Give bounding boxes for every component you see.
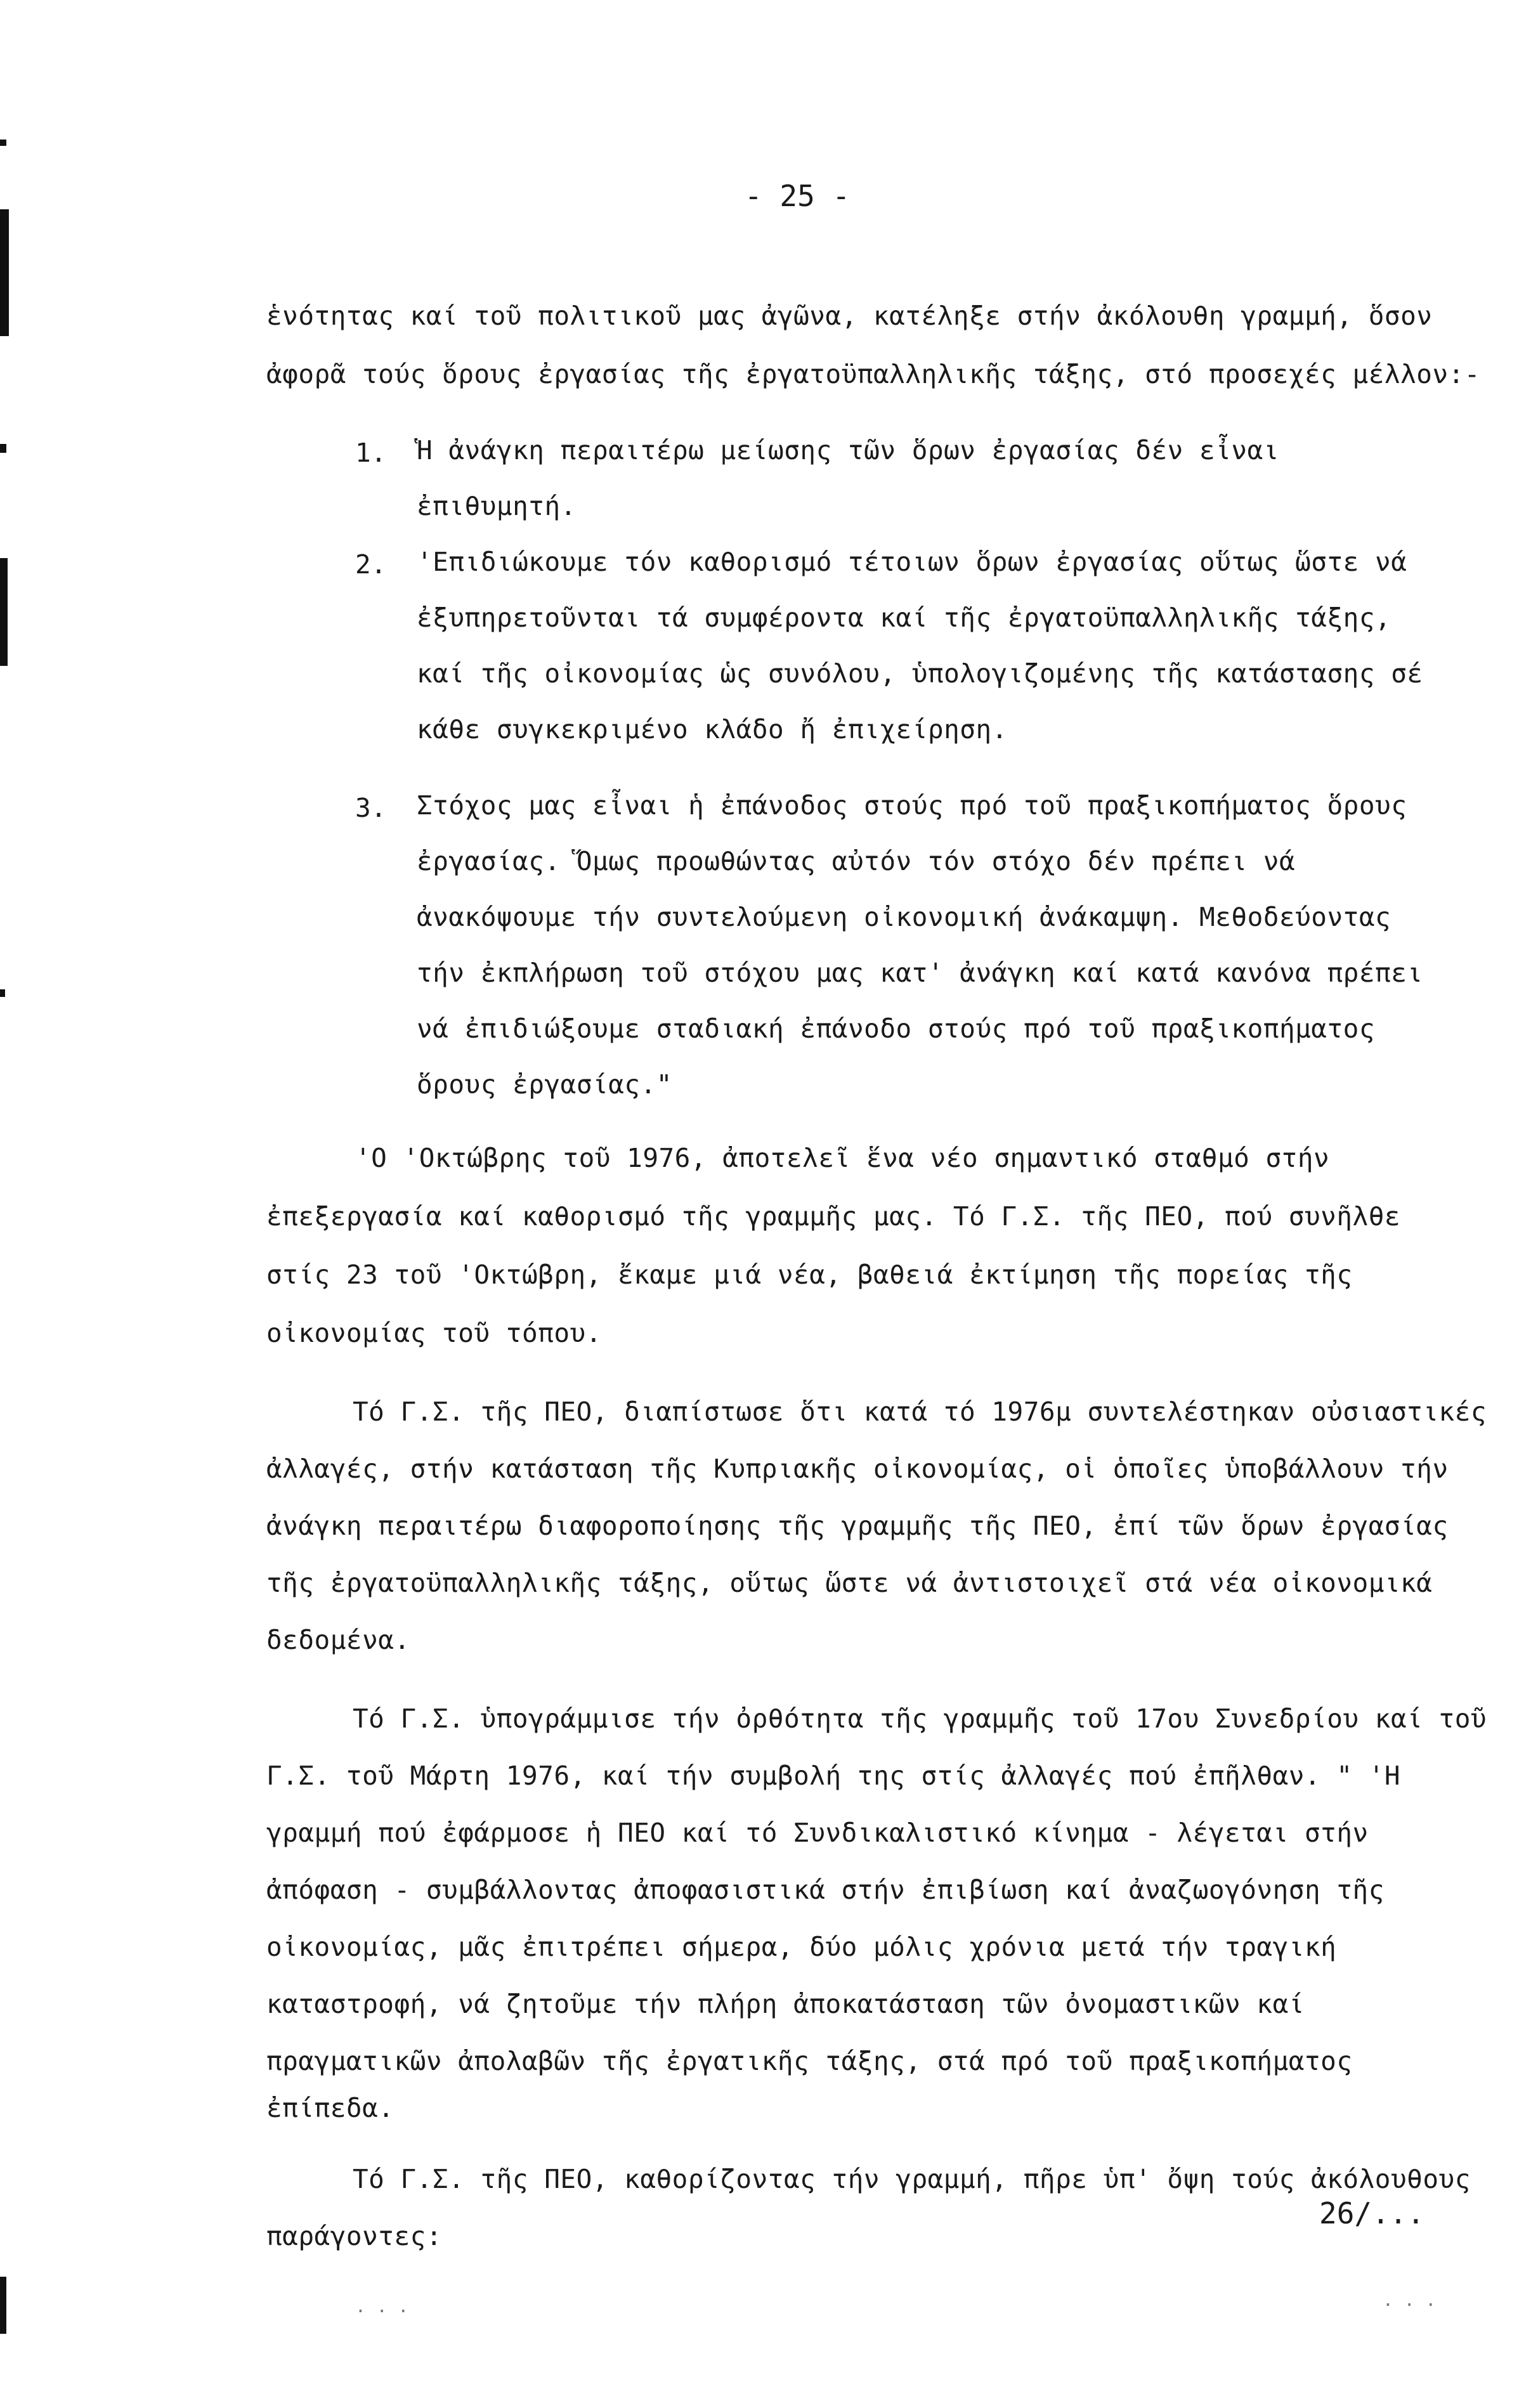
scan-noise: . . . [1383,2289,1437,2310]
scan-edge-mark [0,140,6,146]
body-line: δεδομένα. [266,1625,410,1655]
body-line: ἀνάγκη περαιτέρω διαφοροποίησης τῆς γραμμῆς τῆς ΠΕΟ, ἐπί τῶν ὅρων ἐργασίας [266,1511,1449,1541]
list-item-line: κάθε συγκεκριμένο κλάδο ἤ ἐπιχείρηση. [417,714,1008,745]
list-item-line: Ἡ ἀνάγκη περαιτέρω μείωσης τῶν ὅρων ἐργασίας δέν εἶναι [417,435,1279,465]
body-line: τῆς ἐργατοϋπαλληλικῆς τάξης, οὕτως ὥστε νά ἀντιστοιχεῖ στά νέα οἰκονομικά [266,1568,1433,1598]
scan-noise: . . . [355,2296,409,2317]
scan-edge-mark [0,2277,6,2334]
body-line: παράγοντες: [266,2221,443,2251]
body-line: οἰκονομίας, μᾶς ἐπιτρέπει σήμερα, δύο μόλις χρόνια μετά τήν τραγική [266,1932,1337,1962]
body-line: καταστροφή, νά ζητοῦμε τήν πλήρη ἀποκατάσταση τῶν ὀνομαστικῶν καί [266,1989,1305,2019]
list-item-line: τήν ἐκπλήρωση τοῦ στόχου μας κατ' ἀνάγκη καί κατά κανόνα πρέπει [417,958,1423,988]
list-number: 1. [355,438,387,468]
body-line: Γ.Σ. τοῦ Μάρτη 1976, καί τήν συμβολή της στίς ἀλλαγές πού ἐπῆλθαν. " 'Η [266,1760,1401,1791]
list-item-line: 'Επιδιώκουμε τόν καθορισμό τέτοιων ὅρων ἐργασίας οὕτως ὥστε νά [417,547,1407,577]
list-item-line: ὅρους ἐργασίας." [417,1069,672,1100]
body-line: ἀλλαγές, στήν κατάσταση τῆς Κυπριακῆς οἰκονομίας, οἱ ὁποῖες ὑποβάλλουν τήν [266,1454,1449,1484]
body-line: ἐπίπεδα. [266,2093,394,2123]
body-line: ἀπόφαση - συμβάλλοντας ἀποφασιστικά στήν ἐπιβίωση καί ἀναζωογόνηση τῆς [266,1875,1385,1905]
scan-edge-mark [0,558,8,666]
body-line: ἐπεξεργασία καί καθορισμό τῆς γραμμῆς μας. Τό Γ.Σ. τῆς ΠΕΟ, πού συνῆλθε [266,1201,1401,1232]
body-line: Τό Γ.Σ. ὑπογράμμισε τήν ὀρθότητα τῆς γραμμῆς τοῦ 17ου Συνεδρίου καί τοῦ [353,1703,1487,1734]
list-item-line: Στόχος μας εἶναι ἡ ἐπάνοδος στούς πρό τοῦ πραξικοπήματος ὅρους [417,790,1407,821]
list-number: 3. [355,793,387,823]
body-line: Τό Γ.Σ. τῆς ΠΕΟ, καθορίζοντας τήν γραμμή, πῆρε ὑπ' ὄψη τούς ἀκόλουθους [353,2164,1471,2194]
body-line: ἑνότητας καί τοῦ πολιτικοῦ μας ἀγῶνα, κατέληξε στήν ἀκόλουθη γραμμή, ὅσον [266,301,1433,331]
body-line: ἀφορᾶ τούς ὅρους ἐργασίας τῆς ἐργατοϋπαλληλικῆς τάξης, στό προσεχές μέλλον:- [266,359,1480,389]
scan-edge-mark [0,444,6,453]
list-number: 2. [355,549,387,580]
list-item-line: ἀνακόψουμε τήν συντελούμενη οἰκονομική ἀνάκαμψη. Μεθοδεύοντας [417,902,1391,932]
scan-edge-mark [0,989,5,997]
scan-edge-mark [0,209,9,336]
body-line: 'Ο 'Οκτώβρης τοῦ 1976, ἀποτελεῖ ἕνα νέο σημαντικό σταθμό στήν [355,1143,1330,1173]
page-continuation: 26/... [1319,2196,1425,2230]
list-item-line: ἐπιθυμητή. [417,491,577,521]
list-item-line: νά ἐπιδιώξουμε σταδιακή ἐπάνοδο στούς πρό τοῦ πραξικοπήματος [417,1013,1376,1044]
body-line: οἰκονομίας τοῦ τόπου. [266,1318,602,1348]
body-line: Τό Γ.Σ. τῆς ΠΕΟ, διαπίστωσε ὅτι κατά τό 1976μ συντελέστηκαν οὐσιαστικές [353,1396,1487,1427]
page-number: - 25 - [745,179,850,213]
list-item-line: ἐξυπηρετοῦνται τά συμφέροντα καί τῆς ἐργατοϋπαλληλικῆς τάξης, [417,602,1391,633]
body-line: στίς 23 τοῦ 'Οκτώβρη, ἔκαμε μιά νέα, βαθειά ἐκτίμηση τῆς πορείας τῆς [266,1259,1353,1290]
list-item-line: ἐργασίας. Ὅμως προωθώντας αὐτόν τόν στόχο δέν πρέπει νά [417,846,1296,876]
list-item-line: καί τῆς οἰκονομίας ὡς συνόλου, ὑπολογιζομένης τῆς κατάστασης σέ [417,658,1423,689]
body-line: πραγματικῶν ἀπολαβῶν τῆς ἐργατικῆς τάξης, στά πρό τοῦ πραξικοπήματος [266,2046,1353,2076]
body-line: γραμμή πού ἐφάρμοσε ἡ ΠΕΟ καί τό Συνδικαλιστικό κίνημα - λέγεται στήν [266,1818,1369,1848]
